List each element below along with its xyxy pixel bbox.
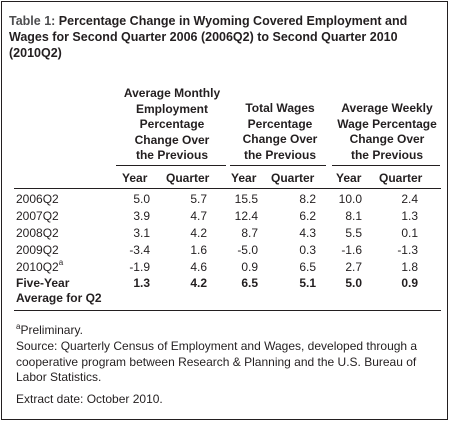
table-cell: 0.3	[299, 243, 316, 257]
table-cell: 5.5	[345, 226, 362, 240]
footnote-marker: a	[58, 258, 64, 267]
group-header-line: Percentage	[247, 116, 313, 131]
table-cell: 4.6	[190, 260, 207, 274]
summary-stub-line: Average for Q2	[16, 291, 102, 305]
group-header-line: Change Over	[134, 132, 210, 147]
subhead-year: Year	[231, 171, 257, 185]
row-stub	[16, 209, 59, 224]
summary-cell: 1.3	[133, 276, 150, 290]
summary-cell: 5.1	[299, 276, 316, 290]
group-header-line: the Previous	[243, 147, 317, 162]
footnote-marker: a	[16, 322, 21, 331]
table-cell: 8.2	[299, 192, 316, 206]
table-label: Table 1:	[9, 14, 56, 28]
subhead-quarter: Quarter	[166, 171, 210, 185]
subhead-year: Year	[336, 171, 362, 185]
footnote	[16, 323, 436, 339]
table-cell: 1.6	[190, 243, 207, 257]
spanner-rule	[116, 165, 226, 166]
group-header-line: Change Over	[242, 132, 318, 146]
table-cell: -1.9	[129, 260, 150, 274]
row-stub	[16, 243, 59, 258]
table-bottom-rule	[14, 310, 441, 311]
summary-cell: 0.9	[401, 276, 418, 290]
header-bottom-rule	[14, 188, 441, 189]
table-cell: 0.1	[401, 226, 418, 240]
group-header-employment	[112, 86, 232, 164]
summary-cell: 6.5	[241, 276, 258, 290]
table-cell: 10.0	[338, 192, 362, 206]
table-cell: 6.5	[299, 260, 316, 274]
table-cell: 1.3	[401, 209, 418, 223]
table-cell: 4.2	[190, 226, 207, 240]
table-cell: 0.9	[241, 260, 258, 274]
table-cell: 4.3	[299, 226, 316, 240]
table-cell: 3.9	[133, 209, 150, 223]
row-stub-text: 2010Q2	[16, 260, 59, 274]
summary-stub-line: Five-Year	[16, 276, 70, 290]
table-cell: -3.4	[129, 243, 150, 257]
table-cell: 2.7	[345, 260, 362, 274]
subhead-quarter: Quarter	[271, 171, 315, 185]
group-header-total-wages	[230, 101, 330, 163]
source-note: Source: Quarterly Census of Employment and Wages, developed through a cooperative program between Research & Planning and the U.S. Bureau of Labor Statistics.	[16, 339, 418, 384]
footnote-text: Preliminary.	[20, 323, 83, 337]
table-cell: 5.7	[190, 192, 207, 206]
group-header-line: Wage Percentage	[337, 116, 437, 131]
summary-stub	[16, 276, 102, 306]
row-stub	[16, 226, 59, 241]
table-cell: 5.0	[133, 192, 150, 206]
subhead-year: Year	[122, 171, 148, 185]
table-title	[9, 13, 439, 61]
extract-date: Extract date: October 2010.	[16, 392, 163, 406]
table-cell: 8.7	[241, 226, 258, 240]
row-stub-text: 2006Q2	[16, 192, 59, 206]
table-cell: 6.2	[299, 209, 316, 223]
group-header-line: the Previous	[135, 148, 209, 162]
group-header-line: Change Over	[349, 132, 425, 146]
row-stub	[16, 260, 63, 275]
table-cell: 8.1	[345, 209, 362, 223]
row-stub	[16, 192, 59, 207]
group-header-line: Percentage	[139, 117, 205, 131]
spanner-rule	[332, 165, 440, 166]
summary-cell: 5.0	[345, 276, 362, 290]
spanner-rule	[230, 165, 326, 166]
row-stub-text: 2008Q2	[16, 226, 59, 240]
table-cell: 15.5	[234, 192, 258, 206]
row-stub-text: 2009Q2	[16, 243, 59, 257]
subhead-quarter: Quarter	[379, 171, 423, 185]
summary-cell: 4.2	[190, 276, 207, 290]
table-cell: 2.4	[401, 192, 418, 206]
table-cell: 4.7	[190, 209, 207, 223]
table-cell: 12.4	[234, 209, 258, 223]
table-cell: 1.8	[401, 260, 418, 274]
table-cell: -1.6	[341, 243, 362, 257]
group-header-line: Average Monthly	[123, 86, 221, 100]
group-header-line: Total Wages	[245, 101, 315, 115]
group-header-weekly-wage	[328, 101, 446, 163]
table-cell: -5.0	[237, 243, 258, 257]
group-header-line: Average Weekly	[341, 101, 433, 115]
table-cell: -1.3	[397, 243, 418, 257]
group-header-line: the Previous	[350, 147, 424, 162]
table-cell: 3.1	[133, 226, 150, 240]
table-title-text: Percentage Change in Wyoming Covered Employment and Wages for Second Quarter 2006 (2006Q2) to Second Quarter 2010 (2010Q2)	[9, 14, 408, 60]
group-header-line: Employment	[135, 101, 208, 116]
row-stub-text: 2007Q2	[16, 209, 59, 223]
